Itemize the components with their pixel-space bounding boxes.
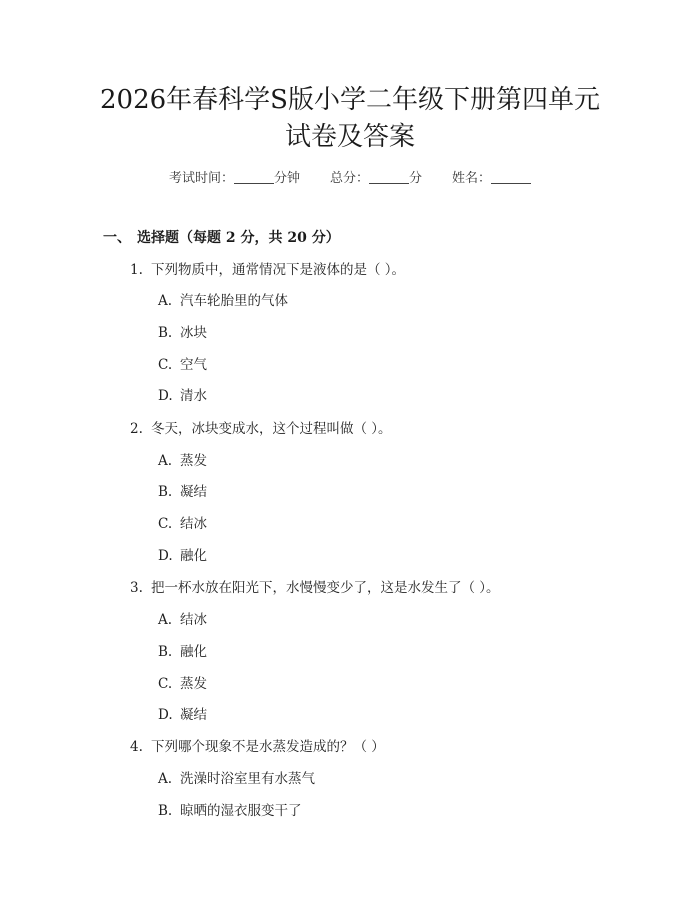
exam-meta-line [0, 169, 700, 189]
question-4-option-a [158, 769, 315, 789]
option-letter: B. [158, 803, 173, 819]
option-letter: C. [158, 357, 173, 373]
question-number: 1. [130, 262, 143, 278]
question-2-option-a [158, 451, 207, 471]
question-1-option-b [158, 323, 207, 343]
option-letter: D. [158, 707, 173, 723]
option-text: 凝结 [180, 484, 207, 500]
option-letter: B. [158, 644, 173, 660]
question-1-option-d [158, 386, 207, 406]
option-text: 结冰 [180, 612, 207, 628]
question-text: 冬天，冰块变成水，这个过程叫做（ ）。 [151, 421, 392, 437]
option-text: 凝结 [180, 707, 207, 723]
option-text: 结冰 [180, 516, 207, 532]
question-1 [130, 260, 405, 280]
question-number: 4. [130, 739, 143, 755]
score-label: 总分： [329, 171, 369, 186]
question-number: 2. [130, 421, 143, 437]
option-text: 汽车轮胎里的气体 [180, 293, 288, 309]
score-unit: 分 [409, 171, 423, 186]
question-3-option-d [158, 705, 207, 725]
name-blank [491, 169, 531, 184]
section-heading [103, 228, 340, 248]
question-2-option-c [158, 514, 207, 534]
option-text: 冰块 [180, 325, 207, 341]
question-1-option-c [158, 355, 207, 375]
option-text: 晾晒的湿衣服变干了 [180, 803, 302, 819]
option-letter: C. [158, 676, 173, 692]
exam-title-line-2: 试卷及答案 [284, 122, 415, 152]
name-label: 姓名： [452, 171, 492, 186]
option-letter: A. [158, 612, 173, 628]
time-unit: 分钟 [273, 171, 300, 186]
option-text: 清水 [180, 388, 207, 404]
option-letter: D. [158, 548, 173, 564]
section-number: 一、 [103, 230, 131, 246]
score-blank [369, 169, 409, 184]
question-3 [130, 578, 500, 598]
option-text: 洗澡时浴室里有水蒸气 [180, 771, 315, 787]
question-2 [130, 419, 392, 439]
option-letter: B. [158, 325, 173, 341]
question-text: 下列哪个现象不是水蒸发造成的？（ ） [151, 739, 385, 755]
option-letter: A. [158, 453, 173, 469]
question-4-option-b [158, 801, 302, 821]
option-text: 蒸发 [180, 453, 207, 469]
option-text: 融化 [180, 548, 207, 564]
question-3-option-a [158, 610, 207, 630]
option-letter: C. [158, 516, 173, 532]
question-4 [130, 737, 385, 757]
option-letter: B. [158, 484, 173, 500]
option-text: 融化 [180, 644, 207, 660]
time-blank [234, 169, 274, 184]
question-text: 把一杯水放在阳光下，水慢慢变少了，这是水发生了（ ）。 [151, 580, 500, 596]
question-text: 下列物质中，通常情况下是液体的是（ ）。 [151, 262, 406, 278]
question-1-option-a [158, 291, 288, 311]
section-title: 选择题（每题 2 分，共 20 分） [137, 230, 340, 246]
option-letter: A. [158, 771, 173, 787]
question-2-option-d [158, 546, 207, 566]
question-3-option-b [158, 642, 207, 662]
exam-title-line-1: 2026年春科学S版小学二年级下册第四单元 [100, 85, 600, 115]
option-letter: D. [158, 388, 173, 404]
time-label: 考试时间： [168, 171, 234, 186]
question-3-option-c [158, 674, 207, 694]
option-text: 空气 [180, 357, 207, 373]
question-2-option-b [158, 482, 207, 502]
option-text: 蒸发 [180, 676, 207, 692]
question-number: 3. [130, 580, 143, 596]
option-letter: A. [158, 293, 173, 309]
